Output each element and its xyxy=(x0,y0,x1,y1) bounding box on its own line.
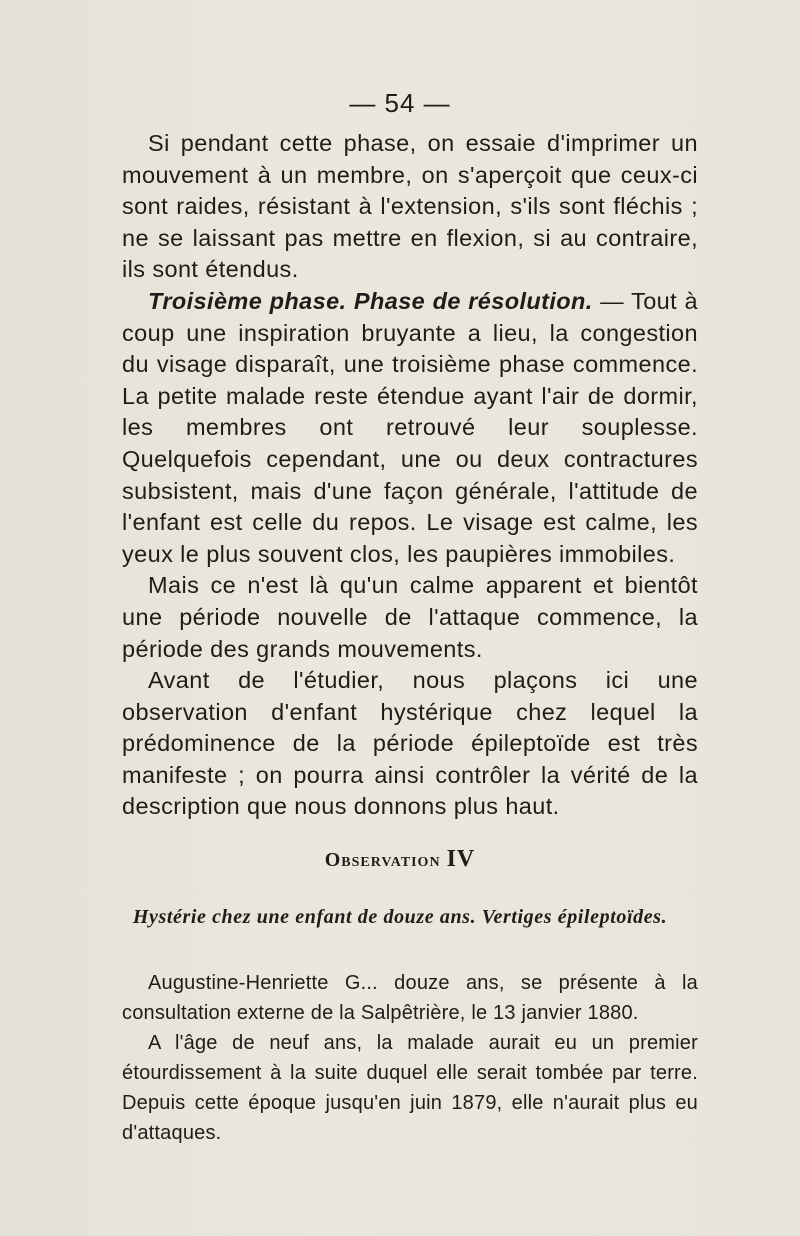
paragraph: Si pendant cette phase, on essaie d'imprimer un mouvement à un membre, on s'aperçoit que ceux-ci sont raides, résistant à l'extension, s'ils sont fléchis ; ne se laissant pas mettre en flexion, si au contraire, ils sont étendus. xyxy=(122,130,698,283)
paragraph-text: — Tout à coup une inspiration bruyante a lieu, la congestion du visage disparaît, une troisième phase commence. La petite malade reste étendue ayant l'air de dormir, les membres ont retrouvé leur souplesse. Quelquefois cependant, une ou deux contractures subsistent, mais d'une façon générale, l'attitude de l'enfant est celle du repos. Le visage est calme, les yeux le plus souvent clos, les paupières immobiles. xyxy=(122,287,698,567)
observation-heading-number: IV xyxy=(446,846,476,872)
paragraph: A l'âge de neuf ans, la malade aurait eu un premier étourdissement à la suite duquel elle serait tombée par terre. Depuis cette époque jusqu'en juin 1879, elle n'aurait plus eu d'attaques. xyxy=(122,1032,698,1144)
observation-text xyxy=(122,968,698,1148)
section-heading-third-phase: Troisième phase. Phase de résolution. xyxy=(148,287,593,314)
main-text xyxy=(122,128,698,823)
observation-subtitle: Hystérie chez une enfant de douze ans. Vertiges épileptoïdes. xyxy=(132,906,668,928)
paragraph: Mais ce n'est là qu'un calme apparent et bientôt une période nouvelle de l'attaque commence, la période des grands mouvements. xyxy=(122,572,698,662)
paragraph: Augustine-Henriette G... douze ans, se présente à la consultation externe de la Salpêtrière, le 13 janvier 1880. xyxy=(122,972,698,1024)
paragraph-resolution-phase xyxy=(122,286,698,570)
observation-heading-word: Observation xyxy=(324,849,441,871)
paragraph: Avant de l'étudier, nous plaçons ici une observation d'enfant hystérique chez lequel la prédominence de la période épileptoïde est très manifeste ; on pourra ainsi contrôler la vérité de la description que nous donnons plus haut. xyxy=(122,667,698,820)
observation-heading xyxy=(0,846,800,873)
page-number: — 54 — xyxy=(349,88,451,118)
